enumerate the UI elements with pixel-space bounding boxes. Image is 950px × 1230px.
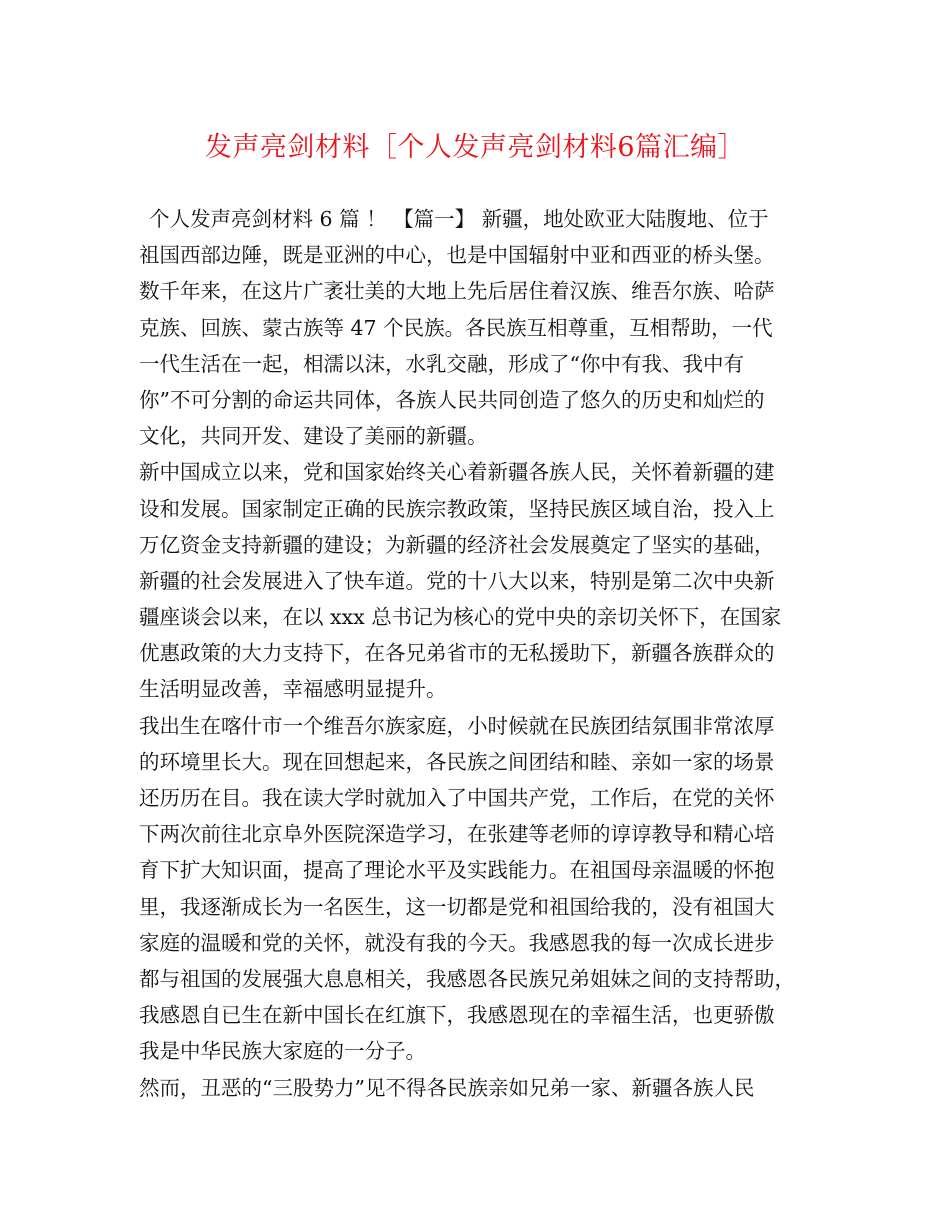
text-line: 下两次前往北京阜外医院深造学习，在张建等老师的谆谆教导和精心培 <box>139 822 775 847</box>
text-line: 都与祖国的发展强大息息相关，我感恩各民族兄弟姐妹之间的支持帮助， <box>139 966 795 991</box>
text-line: 我是中华民族大家庭的一分子。 <box>139 1039 426 1064</box>
text-line: 家庭的温暖和党的关怀，就没有我的今天。我感恩我的每一次成长进步 <box>139 930 775 955</box>
text-line: 新疆的社会发展进入了快车道。党的十八大以来，特别是第二次中央新 <box>139 568 775 593</box>
text-line: 生活明显改善，幸福感明显提升。 <box>139 677 447 702</box>
text-line: 新中国成立以来，党和国家始终关心着新疆各族人民，关怀着新疆的建 <box>139 460 775 485</box>
text-line: 万亿资金支持新疆的建设；为新疆的经济社会发展奠定了坚实的基础， <box>139 532 775 557</box>
document-title: 发声亮剑材料［个人发声亮剑材料6篇汇编］ <box>204 132 746 163</box>
text-line: 还历历在目。我在读大学时就加入了中国共产党，工作后，在党的关怀 <box>139 786 775 810</box>
text-line: 我感恩自已生在新中国长在红旗下，我感恩现在的幸福生活，也更骄傲 <box>139 1003 775 1028</box>
text-line: 个人发声亮剑材料 6 篇 ！ 【篇一】 新疆，地处欧亚大陆腹地、位于 <box>149 207 769 231</box>
text-line: 数千年来，在这片广袤壮美的大地上先后居住着汉族、维吾尔族、哈萨 <box>139 279 775 304</box>
text-line: 一代生活在一起，相濡以沫，水乳交融，形成了“你中有我、我中有 <box>139 351 744 376</box>
text-line: 优惠政策的大力支持下，在各兄弟省市的无私援助下，新疆各族群众的 <box>139 641 775 666</box>
text-line: 设和发展。国家制定正确的民族宗教政策，坚持民族区域自治，投入上 <box>139 496 775 521</box>
text-line: 里，我逐渐成长为一名医生，这一切都是党和祖国给我的，没有祖国大 <box>139 894 775 919</box>
text-line: 育下扩大知识面，提高了理论水平及实践能力。在祖国母亲温暖的怀抱 <box>139 858 775 883</box>
text-line: 疆座谈会以来，在以 xxx 总书记为核心的党中央的亲切关怀下，在国家 <box>139 605 782 630</box>
text-line: 克族、回族、蒙古族等 47 个民族。各民族互相尊重，互相帮助，一代 <box>139 315 773 340</box>
text-line: 你”不可分割的命运共同体，各族人民共同创造了悠久的历史和灿烂的 <box>139 387 765 412</box>
text-line: 我出生在喀什市一个维吾尔族家庭，小时候就在民族团结氛围非常浓厚 <box>139 713 775 738</box>
text-line: 祖国西部边陲，既是亚洲的中心，也是中国辐射中亚和西亚的桥头堡。 <box>139 243 775 268</box>
text-line: 文化，共同开发、建设了美丽的新疆。 <box>139 424 488 449</box>
text-line: 然而，丑恶的“三股势力”见不得各民族亲如兄弟一家、新疆各族人民 <box>139 1075 755 1100</box>
document-body <box>139 201 819 1106</box>
text-line: 的环境里长大。现在回想起来，各民族之间团结和睦、亲如一家的场景 <box>139 749 775 774</box>
